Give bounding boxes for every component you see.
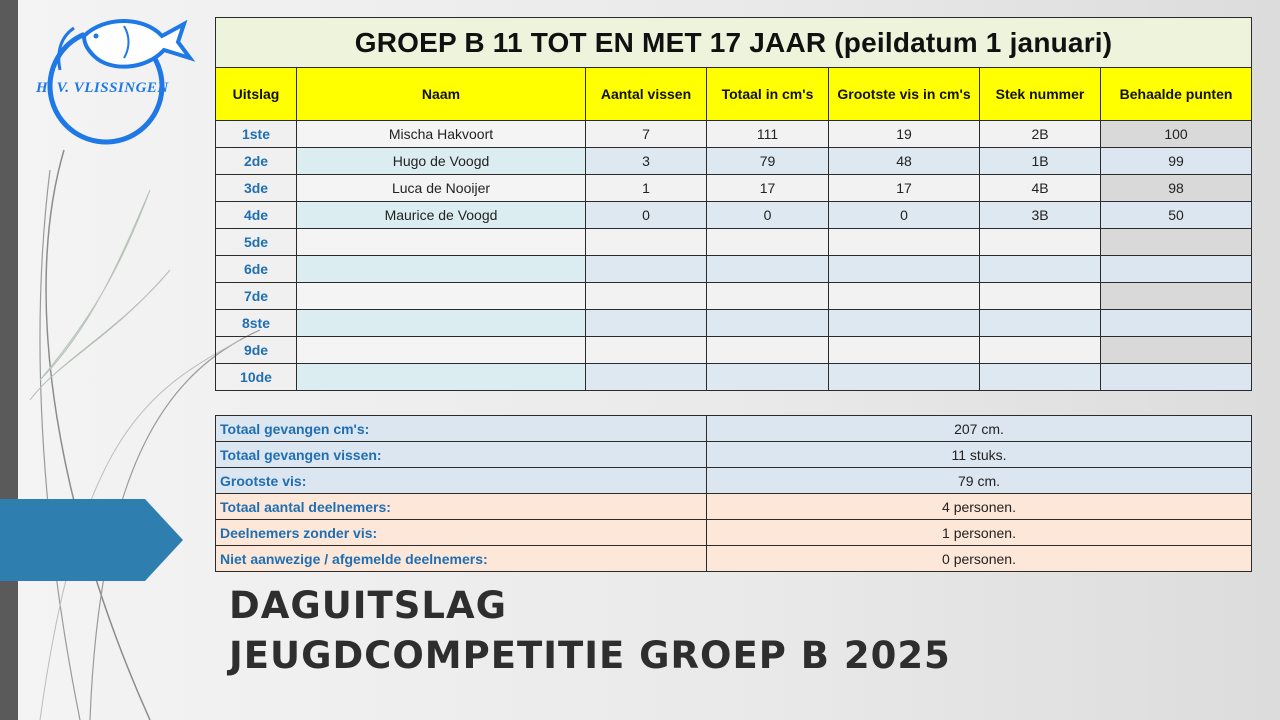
cell-grootste: 19 xyxy=(829,121,980,148)
cell-aantal: 7 xyxy=(586,121,707,148)
summary-value: 207 cm. xyxy=(707,416,1252,442)
table-row xyxy=(216,148,1252,175)
cell-totaal: 79 xyxy=(707,148,829,175)
table-row xyxy=(216,229,1252,256)
column-header: Grootste vis in cm's xyxy=(829,68,980,121)
summary-row xyxy=(216,546,1252,572)
cell-grootste: 48 xyxy=(829,148,980,175)
cell-aantal xyxy=(586,310,707,337)
cell-totaal xyxy=(707,256,829,283)
cell-totaal xyxy=(707,310,829,337)
cell-pos: 1ste xyxy=(216,121,297,148)
cell-stek xyxy=(980,229,1101,256)
table-row xyxy=(216,310,1252,337)
cell-punten xyxy=(1101,337,1252,364)
cell-punten xyxy=(1101,283,1252,310)
cell-grootste xyxy=(829,364,980,391)
cell-grootste xyxy=(829,337,980,364)
cell-pos: 5de xyxy=(216,229,297,256)
summary-table xyxy=(215,415,1252,572)
cell-stek: 4B xyxy=(980,175,1101,202)
cell-naam xyxy=(297,364,586,391)
cell-aantal xyxy=(586,283,707,310)
cell-naam xyxy=(297,310,586,337)
cell-naam: Luca de Nooijer xyxy=(297,175,586,202)
spacer-cell xyxy=(216,391,1252,417)
cell-punten: 98 xyxy=(1101,175,1252,202)
cell-grootste xyxy=(829,256,980,283)
cell-naam xyxy=(297,256,586,283)
cell-aantal: 1 xyxy=(586,175,707,202)
cell-pos: 10de xyxy=(216,364,297,391)
club-logo xyxy=(34,14,200,146)
column-header: Aantal vissen xyxy=(586,68,707,121)
summary-row xyxy=(216,468,1252,494)
cell-naam: Maurice de Voogd xyxy=(297,202,586,229)
cell-aantal xyxy=(586,337,707,364)
table-row xyxy=(216,202,1252,229)
summary-row xyxy=(216,416,1252,442)
cell-punten: 50 xyxy=(1101,202,1252,229)
cell-aantal xyxy=(586,364,707,391)
cell-stek xyxy=(980,337,1101,364)
cell-naam xyxy=(297,229,586,256)
cell-aantal xyxy=(586,256,707,283)
cell-grootste xyxy=(829,310,980,337)
fish-icon xyxy=(84,21,190,67)
cell-naam: Hugo de Voogd xyxy=(297,148,586,175)
cell-punten xyxy=(1101,310,1252,337)
cell-totaal: 111 xyxy=(707,121,829,148)
cell-pos: 8ste xyxy=(216,310,297,337)
summary-label: Deelnemers zonder vis: xyxy=(216,520,707,546)
results-table xyxy=(215,17,1252,417)
cell-punten xyxy=(1101,229,1252,256)
cell-totaal: 17 xyxy=(707,175,829,202)
cell-grootste xyxy=(829,229,980,256)
cell-grootste: 0 xyxy=(829,202,980,229)
cell-naam xyxy=(297,337,586,364)
page-subtitle: JEUGDCOMPETITIE GROEP B 2025 xyxy=(229,634,951,677)
summary-value: 1 personen. xyxy=(707,520,1252,546)
summary-label: Niet aanwezige / afgemelde deelnemers: xyxy=(216,546,707,572)
cell-pos: 2de xyxy=(216,148,297,175)
cell-naam xyxy=(297,283,586,310)
cell-punten xyxy=(1101,364,1252,391)
table-header-row xyxy=(216,68,1252,121)
cell-pos: 6de xyxy=(216,256,297,283)
table-row xyxy=(216,175,1252,202)
column-header: Uitslag xyxy=(216,68,297,121)
cell-stek xyxy=(980,364,1101,391)
cell-pos: 4de xyxy=(216,202,297,229)
summary-label: Grootste vis: xyxy=(216,468,707,494)
cell-totaal xyxy=(707,364,829,391)
cell-pos: 9de xyxy=(216,337,297,364)
table-spacer-row xyxy=(216,391,1252,417)
cell-aantal: 0 xyxy=(586,202,707,229)
cell-aantal: 3 xyxy=(586,148,707,175)
table-row xyxy=(216,121,1252,148)
blue-arrow-tab xyxy=(0,499,183,581)
cell-pos: 3de xyxy=(216,175,297,202)
cell-grootste: 17 xyxy=(829,175,980,202)
cell-totaal: 0 xyxy=(707,202,829,229)
column-header: Naam xyxy=(297,68,586,121)
cell-punten: 99 xyxy=(1101,148,1252,175)
cell-aantal xyxy=(586,229,707,256)
cell-totaal xyxy=(707,283,829,310)
cell-punten xyxy=(1101,256,1252,283)
table-row xyxy=(216,256,1252,283)
summary-row xyxy=(216,520,1252,546)
summary-row xyxy=(216,494,1252,520)
summary-value: 0 personen. xyxy=(707,546,1252,572)
column-header: Stek nummer xyxy=(980,68,1101,121)
cell-grootste xyxy=(829,283,980,310)
cell-naam: Mischa Hakvoort xyxy=(297,121,586,148)
summary-row xyxy=(216,442,1252,468)
summary-value: 79 cm. xyxy=(707,468,1252,494)
cell-stek: 3B xyxy=(980,202,1101,229)
column-header: Totaal in cm's xyxy=(707,68,829,121)
cell-totaal xyxy=(707,229,829,256)
cell-punten: 100 xyxy=(1101,121,1252,148)
cell-stek: 2B xyxy=(980,121,1101,148)
cell-stek: 1B xyxy=(980,148,1101,175)
column-header: Behaalde punten xyxy=(1101,68,1252,121)
table-row xyxy=(216,364,1252,391)
cell-pos: 7de xyxy=(216,283,297,310)
cell-totaal xyxy=(707,337,829,364)
page-title: DAGUITSLAG xyxy=(229,584,507,627)
table-row xyxy=(216,283,1252,310)
summary-label: Totaal gevangen vissen: xyxy=(216,442,707,468)
summary-label: Totaal gevangen cm's: xyxy=(216,416,707,442)
logo-text: H. V. VLISSINGEN xyxy=(36,80,169,96)
cell-stek xyxy=(980,310,1101,337)
table-title: GROEP B 11 TOT EN MET 17 JAAR (peildatum 1 januari) xyxy=(216,18,1252,68)
summary-label: Totaal aantal deelnemers: xyxy=(216,494,707,520)
table-row xyxy=(216,337,1252,364)
summary-value: 11 stuks. xyxy=(707,442,1252,468)
summary-value: 4 personen. xyxy=(707,494,1252,520)
cell-stek xyxy=(980,256,1101,283)
cell-stek xyxy=(980,283,1101,310)
